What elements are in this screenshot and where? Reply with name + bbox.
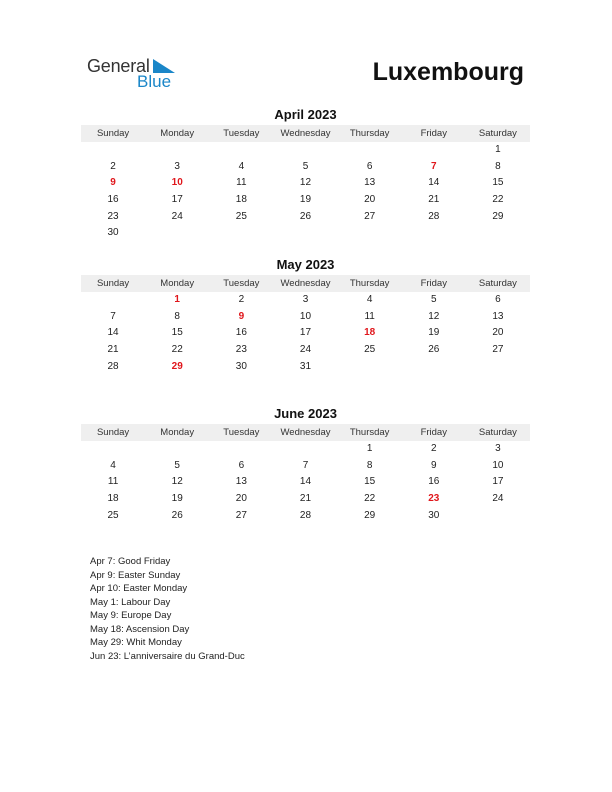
- day-cell: 23: [107, 210, 119, 222]
- day-cell: [145, 225, 209, 242]
- weekday-label: Tuesday: [223, 128, 260, 139]
- day-cell: 28: [107, 360, 119, 372]
- day-cell: 12: [299, 177, 312, 189]
- day-cell: [209, 142, 273, 159]
- week-row: [81, 309, 530, 326]
- day-cell: 29: [364, 509, 376, 521]
- day-cell: [402, 142, 466, 159]
- day-cell: 5: [302, 160, 309, 172]
- day-cell: 26: [428, 344, 440, 356]
- weekday-label: Saturday: [478, 427, 517, 438]
- day-cell: [273, 225, 337, 242]
- day-cell: [402, 225, 466, 242]
- day-cell: 22: [171, 344, 183, 356]
- day-cell: 13: [235, 476, 247, 488]
- day-cell: 8: [495, 160, 501, 172]
- weekday-header: [81, 275, 530, 292]
- day-cell: 23: [235, 344, 247, 356]
- holiday-entry: Apr 7: Good Friday: [90, 556, 171, 567]
- day-cell: [338, 142, 402, 159]
- month-calendar: [81, 406, 530, 524]
- logo-triangle-icon: [153, 59, 175, 73]
- day-cell: [466, 225, 530, 242]
- holiday-day-cell: 1: [174, 294, 180, 305]
- month-title: April 2023: [274, 107, 337, 122]
- day-cell: 25: [107, 509, 119, 521]
- day-cell: 22: [492, 194, 504, 206]
- month-title: May 2023: [276, 257, 335, 272]
- day-cell: 28: [299, 509, 312, 521]
- weekday-header: [81, 424, 530, 441]
- day-cell: 15: [171, 327, 183, 339]
- weekday-label: Sunday: [96, 427, 130, 438]
- day-cell: 18: [107, 493, 119, 505]
- day-cell: 13: [492, 310, 504, 322]
- weekday-header: [81, 125, 530, 142]
- day-cell: 10: [299, 310, 312, 322]
- weekday-label: Thursday: [349, 278, 390, 289]
- day-cell: [81, 292, 145, 309]
- week-row: [81, 225, 530, 242]
- day-cell: 4: [238, 160, 245, 172]
- week-row: [81, 342, 530, 359]
- day-cell: 2: [110, 160, 116, 172]
- weekday-label: Wednesday: [280, 427, 331, 438]
- weekday-label: Monday: [160, 128, 195, 139]
- day-cell: 16: [235, 327, 247, 339]
- week-row: [81, 175, 530, 192]
- day-cell: 21: [428, 194, 440, 206]
- day-cell: 17: [299, 327, 312, 339]
- holiday-entry: May 18: Ascension Day: [90, 623, 190, 635]
- holiday-day-cell: 9: [238, 310, 245, 322]
- holiday-day-cell: 7: [430, 160, 437, 172]
- day-cell: 25: [364, 344, 376, 356]
- day-cell: 10: [492, 459, 504, 471]
- weekday-label: Sunday: [96, 128, 130, 139]
- day-cell: [338, 225, 402, 242]
- day-cell: 12: [428, 310, 440, 322]
- day-cell: 14: [107, 327, 119, 339]
- country-title: Luxembourg: [372, 58, 524, 86]
- weekday-label: Sunday: [96, 278, 130, 289]
- day-cell: 26: [299, 210, 312, 222]
- day-cell: 28: [428, 210, 440, 222]
- week-row: [81, 491, 530, 508]
- day-cell: 8: [174, 310, 180, 322]
- week-row: [81, 441, 530, 458]
- day-cell: 27: [235, 509, 247, 521]
- month-title: June 2023: [274, 406, 337, 421]
- month-calendar: [81, 107, 530, 242]
- day-cell: 2: [238, 294, 245, 305]
- day-cell: [145, 142, 209, 159]
- day-cell: 11: [364, 310, 375, 322]
- day-cell: 29: [492, 210, 504, 222]
- day-cell: [209, 441, 273, 458]
- day-cell: 6: [366, 160, 373, 172]
- week-row: [81, 325, 530, 342]
- day-cell: 14: [299, 476, 312, 488]
- holiday-entry: May 1: Labour Day: [90, 596, 171, 608]
- weekday-label: Wednesday: [280, 128, 331, 139]
- day-cell: 21: [299, 493, 312, 505]
- holiday-day-cell: 23: [428, 493, 440, 505]
- day-cell: 15: [364, 476, 376, 488]
- month-calendar: [81, 257, 530, 375]
- day-cell: 5: [174, 459, 180, 471]
- day-cell: 5: [430, 294, 437, 305]
- day-cell: 7: [302, 459, 309, 471]
- day-cell: 4: [366, 294, 373, 305]
- day-cell: 25: [235, 210, 247, 222]
- day-cell: [81, 142, 145, 159]
- day-cell: 16: [107, 194, 119, 206]
- day-cell: 16: [428, 476, 440, 488]
- week-row: [81, 142, 530, 159]
- day-cell: [273, 142, 337, 159]
- day-cell: 1: [366, 443, 373, 454]
- day-cell: 21: [107, 344, 119, 356]
- day-cell: [209, 225, 273, 242]
- day-cell: 22: [364, 493, 376, 505]
- day-cell: [402, 359, 466, 376]
- day-cell: 18: [235, 194, 247, 206]
- day-cell: 24: [299, 344, 312, 356]
- day-cell: 20: [492, 327, 504, 339]
- day-cell: 19: [171, 493, 183, 505]
- day-cell: 30: [107, 227, 119, 239]
- weekday-label: Thursday: [349, 427, 390, 438]
- week-row: [81, 192, 530, 209]
- holiday-day-cell: 29: [171, 360, 183, 372]
- holiday-day-cell: 10: [171, 177, 183, 189]
- weekday-label: Tuesday: [223, 278, 260, 289]
- day-cell: 27: [364, 210, 376, 222]
- day-cell: [466, 359, 530, 376]
- weekday-label: Thursday: [349, 128, 390, 139]
- holiday-entry: Jun 23: L’anniversaire du Grand-Duc: [90, 650, 245, 662]
- day-cell: 19: [428, 327, 440, 339]
- weekday-label: Monday: [160, 278, 195, 289]
- week-row: [81, 359, 530, 376]
- day-cell: 24: [171, 210, 183, 222]
- day-cell: 3: [302, 294, 309, 305]
- day-cell: 30: [235, 360, 247, 372]
- day-cell: 13: [364, 177, 376, 189]
- day-cell: 9: [430, 459, 437, 471]
- weekday-label: Saturday: [478, 278, 517, 289]
- day-cell: 19: [299, 194, 312, 206]
- day-cell: 15: [492, 177, 504, 189]
- holiday-list: [90, 555, 390, 663]
- day-cell: [466, 508, 530, 525]
- holiday-day-cell: 18: [364, 327, 376, 339]
- weekday-label: Tuesday: [223, 427, 260, 438]
- day-cell: 2: [430, 443, 437, 454]
- logo-blue-text: Blue: [137, 72, 172, 91]
- day-cell: 3: [174, 160, 180, 172]
- week-row: [81, 508, 530, 525]
- holiday-entry: Apr 9: Easter Sunday: [90, 569, 181, 581]
- week-row: [81, 159, 530, 176]
- day-cell: 31: [299, 360, 312, 372]
- day-cell: [81, 441, 145, 458]
- holiday-entry: Apr 10: Easter Monday: [90, 583, 188, 594]
- weekday-label: Friday: [420, 427, 447, 438]
- day-cell: 14: [428, 177, 440, 189]
- day-cell: 30: [428, 509, 440, 521]
- day-cell: 12: [171, 476, 183, 488]
- logo-general-text: General: [87, 56, 150, 76]
- weekday-label: Friday: [420, 128, 447, 139]
- day-cell: 24: [492, 493, 504, 505]
- weekday-label: Friday: [420, 278, 447, 289]
- day-cell: 6: [495, 294, 501, 305]
- day-cell: 27: [492, 344, 504, 356]
- day-cell: 17: [171, 194, 183, 206]
- day-cell: 6: [238, 459, 245, 471]
- day-cell: [273, 441, 337, 458]
- week-row: [81, 209, 530, 226]
- weekday-label: Saturday: [478, 128, 517, 139]
- day-cell: 11: [107, 476, 119, 488]
- week-row: [81, 292, 530, 309]
- holiday-entry: May 9: Europe Day: [90, 610, 172, 621]
- day-cell: [145, 441, 209, 458]
- day-cell: 8: [366, 459, 373, 471]
- weekday-label: Wednesday: [280, 278, 331, 289]
- day-cell: 1: [495, 144, 501, 155]
- week-row: [81, 474, 530, 491]
- holiday-entry: May 29: Whit Monday: [90, 637, 182, 648]
- day-cell: 4: [110, 459, 116, 471]
- day-cell: 26: [171, 509, 183, 521]
- weekday-label: Monday: [160, 427, 195, 438]
- generalblue-logo: [87, 56, 187, 92]
- day-cell: 20: [235, 493, 247, 505]
- day-cell: 20: [364, 194, 376, 206]
- day-cell: 3: [495, 443, 501, 454]
- holiday-day-cell: 9: [110, 177, 116, 189]
- day-cell: 17: [492, 476, 504, 488]
- day-cell: 7: [110, 310, 116, 322]
- day-cell: 11: [236, 177, 247, 189]
- day-cell: [338, 359, 402, 376]
- week-row: [81, 458, 530, 475]
